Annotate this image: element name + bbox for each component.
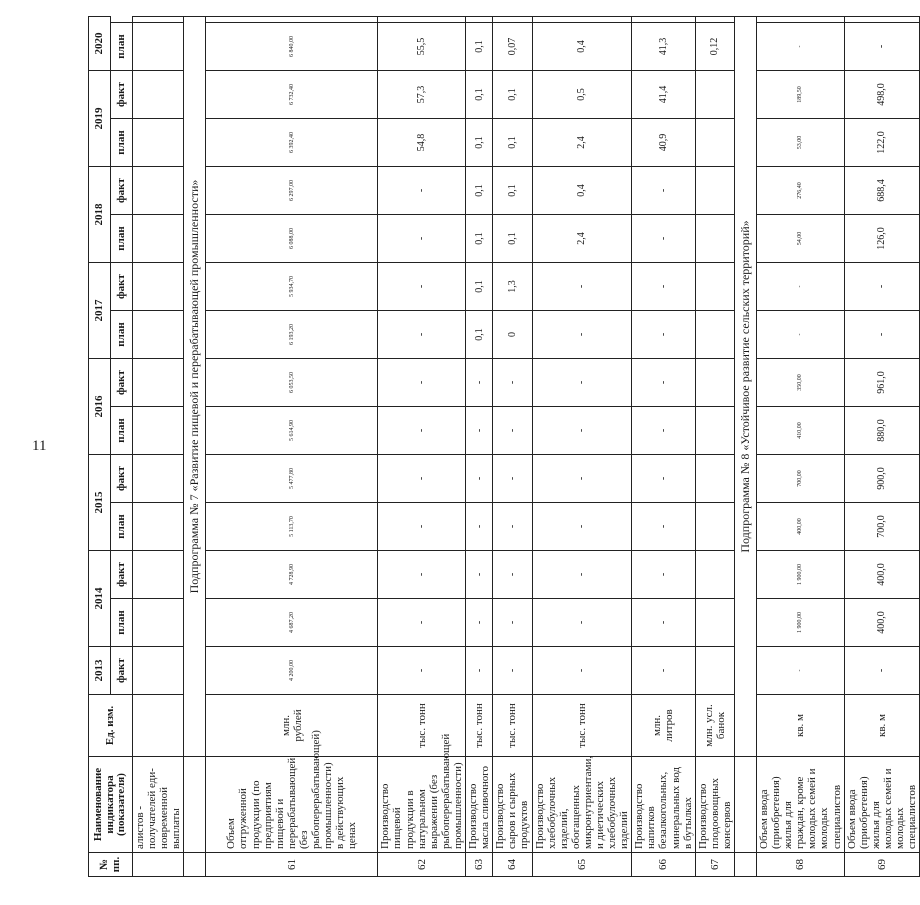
table-row — [844, 17, 920, 877]
subprogram-row — [735, 17, 757, 877]
header-plan: план — [111, 119, 133, 167]
value-cell: 40,9 — [632, 119, 695, 167]
header-plan: план — [111, 215, 133, 263]
value-cell: 2,4 — [532, 119, 632, 167]
value-cell: - — [632, 359, 695, 407]
value-cell: - — [632, 311, 695, 359]
value-cell: 55,5 — [378, 23, 466, 71]
header-year: 2020 — [89, 17, 111, 71]
empty-cell — [133, 119, 184, 167]
value-cell: - — [378, 215, 466, 263]
value-cell: - — [632, 599, 695, 647]
value-cell: - — [532, 407, 632, 455]
header-unit: Ед. изм. — [89, 695, 133, 757]
value-cell: 6 732,40 — [206, 71, 378, 119]
value-cell: - — [632, 263, 695, 311]
value-cell: - — [632, 503, 695, 551]
value-cell: 54,8 — [378, 119, 466, 167]
empty-cell — [844, 17, 920, 23]
value-cell: - — [466, 551, 493, 599]
header-year: 2014 — [89, 551, 111, 647]
value-cell: 276,40 — [757, 167, 845, 215]
value-cell: - — [493, 503, 532, 551]
value-cell: 350,00 — [757, 359, 845, 407]
empty-cell — [133, 311, 184, 359]
table-row — [493, 17, 532, 877]
unit-cell: тыс. тонн — [493, 695, 532, 757]
header-year: 2016 — [89, 359, 111, 455]
header-plan: план — [111, 407, 133, 455]
indicator-name: Производство пищевой продукции в натуральном выражении (без рыбоперерабатывающей промышленности) — [378, 757, 466, 853]
subprogram-title: Подпрограмма № 8 «Устойчивое развитие сельских территорий» — [735, 17, 757, 757]
value-cell — [695, 71, 734, 119]
value-cell: - — [632, 551, 695, 599]
value-cell: - — [466, 503, 493, 551]
row-number: 65 — [532, 853, 632, 877]
indicator-name: Производство сыров и сырных продуктов — [493, 757, 532, 853]
value-cell: 400,0 — [844, 551, 920, 599]
value-cell — [695, 551, 734, 599]
value-cell: - — [532, 551, 632, 599]
value-cell: - — [493, 551, 532, 599]
row-number: 68 — [757, 853, 845, 877]
value-cell: - — [466, 599, 493, 647]
header-year: 2017 — [89, 263, 111, 359]
value-cell: - — [466, 359, 493, 407]
value-cell: 0,07 — [493, 23, 532, 71]
value-cell: - — [493, 455, 532, 503]
header-year: 2019 — [89, 71, 111, 167]
unit-cell: тыс. тонн — [378, 695, 466, 757]
value-cell — [695, 647, 734, 695]
header-no: № пп. — [89, 853, 133, 877]
value-cell: - — [466, 407, 493, 455]
value-cell: 0,1 — [466, 215, 493, 263]
value-cell: 498,0 — [844, 71, 920, 119]
value-cell: - — [378, 407, 466, 455]
value-cell: 0,1 — [466, 311, 493, 359]
empty-cell — [133, 853, 184, 877]
indicator-name: Производство плодоовощных консервов — [695, 757, 734, 853]
header-year: 2018 — [89, 167, 111, 263]
unit-cell: млн. усл. банок — [695, 695, 734, 757]
value-cell: 4 728,90 — [206, 551, 378, 599]
empty-cell — [133, 215, 184, 263]
value-cell: 0 — [493, 311, 532, 359]
value-cell: 54,00 — [757, 215, 845, 263]
unit-cell: млн. литров — [632, 695, 695, 757]
value-cell — [695, 455, 734, 503]
row-number: 69 — [844, 853, 920, 877]
empty-cell — [133, 359, 184, 407]
value-cell: 700,0 — [844, 503, 920, 551]
value-cell: - — [532, 503, 632, 551]
row-number: 67 — [695, 853, 734, 877]
value-cell: 53,00 — [757, 119, 845, 167]
empty-cell — [493, 17, 532, 23]
row-number: 64 — [493, 853, 532, 877]
empty-cell — [133, 71, 184, 119]
value-cell — [695, 119, 734, 167]
header-indicator: Наименование индикатора (показателя) — [89, 757, 133, 853]
unit-cell: тыс. тонн — [466, 695, 493, 757]
header-fact: факт — [111, 359, 133, 407]
value-cell: - — [532, 359, 632, 407]
header-plan: план — [111, 311, 133, 359]
header-year: 2013 — [89, 647, 111, 695]
empty-cell — [133, 647, 184, 695]
empty-cell — [133, 263, 184, 311]
value-cell: 0,12 — [695, 23, 734, 71]
empty-cell — [133, 695, 184, 757]
value-cell: 5 113,70 — [206, 503, 378, 551]
empty-cell — [466, 17, 493, 23]
value-cell: 4 200,00 — [206, 647, 378, 695]
value-cell: - — [532, 599, 632, 647]
table-row — [757, 17, 845, 877]
table-row — [206, 17, 378, 877]
value-cell: - — [466, 455, 493, 503]
header-fact: факт — [111, 455, 133, 503]
value-cell: - — [632, 455, 695, 503]
value-cell: 0,5 — [532, 71, 632, 119]
value-cell — [695, 311, 734, 359]
value-cell: - — [378, 359, 466, 407]
value-cell: - — [378, 167, 466, 215]
subprogram-title: Подпрограмма № 7 «Развитие пищевой и перерабатывающей промышленности» — [184, 17, 206, 757]
value-cell: 0,1 — [493, 119, 532, 167]
header-fact: факт — [111, 263, 133, 311]
empty-cell — [206, 17, 378, 23]
unit-cell: млн. рублей — [206, 695, 378, 757]
value-cell: - — [378, 503, 466, 551]
empty-cell — [133, 167, 184, 215]
value-cell: 688,4 — [844, 167, 920, 215]
row-number: 63 — [466, 853, 493, 877]
value-cell: 4 687,20 — [206, 599, 378, 647]
value-cell: 5 614,90 — [206, 407, 378, 455]
value-cell — [695, 215, 734, 263]
value-cell: 0,1 — [466, 167, 493, 215]
indicator-name: Объем ввода (приобретения) жилья для граждан, кроме молодых семей и молодых специалистов — [757, 757, 845, 853]
empty-cell — [133, 503, 184, 551]
table-row — [466, 17, 493, 877]
indicator-name: Объем отгруженной продукции (по предприятиям пищевой и перерабатывающей (без рыбоперерабатывающей) промышленности) в действующих ценах — [206, 757, 378, 853]
value-cell: 1 900,00 — [757, 551, 845, 599]
value-cell: - — [632, 167, 695, 215]
value-cell: - — [532, 311, 632, 359]
indicator-name: Производство напитков безалкогольных, минеральных вод в бутылках — [632, 757, 695, 853]
empty-cell — [695, 17, 734, 23]
value-cell: - — [378, 551, 466, 599]
value-cell: 400,00 — [757, 503, 845, 551]
value-cell: 6 840,00 — [206, 23, 378, 71]
value-cell: - — [532, 455, 632, 503]
value-cell: - — [757, 23, 845, 71]
value-cell: - — [378, 647, 466, 695]
value-cell: 1 900,00 — [757, 599, 845, 647]
value-cell: 189,50 — [757, 71, 845, 119]
header-fact: факт — [111, 71, 133, 119]
value-cell: - — [493, 407, 532, 455]
empty-cell — [757, 17, 845, 23]
value-cell: - — [378, 311, 466, 359]
indicator-name: Производство хлебобулочных изделий, обогащенных микронутриентами, и диетических хлебобулочных изделий — [532, 757, 632, 853]
header-plan: план — [111, 503, 133, 551]
empty-cell — [378, 17, 466, 23]
value-cell: 6 088,00 — [206, 215, 378, 263]
header-fact: факт — [111, 167, 133, 215]
value-cell: 0,1 — [493, 167, 532, 215]
value-cell: 410,00 — [757, 407, 845, 455]
header-plan: план — [111, 23, 133, 71]
rotated-table-container — [88, 17, 919, 877]
value-cell: 57,3 — [378, 71, 466, 119]
header-year: 2015 — [89, 455, 111, 551]
continuation-row — [133, 17, 184, 877]
value-cell: - — [493, 359, 532, 407]
empty-cell — [532, 17, 632, 23]
empty-cell — [133, 455, 184, 503]
value-cell: - — [632, 407, 695, 455]
indicator-name: Производство масла сливочного — [466, 757, 493, 853]
value-cell: 122,0 — [844, 119, 920, 167]
value-cell: 0,4 — [532, 167, 632, 215]
value-cell — [695, 599, 734, 647]
empty-cell — [133, 17, 184, 23]
empty-cell — [632, 17, 695, 23]
value-cell: - — [532, 263, 632, 311]
value-cell: 400,0 — [844, 599, 920, 647]
empty-cell — [133, 599, 184, 647]
value-cell: - — [844, 23, 920, 71]
value-cell: 0,1 — [466, 71, 493, 119]
empty-cell — [184, 757, 206, 853]
value-cell: - — [632, 647, 695, 695]
value-cell: 0,1 — [466, 23, 493, 71]
value-cell: - — [532, 647, 632, 695]
value-cell: - — [466, 647, 493, 695]
value-cell: 1,3 — [493, 263, 532, 311]
empty-cell — [133, 551, 184, 599]
continuation-text: алистов - получателей еди-новременной выплаты — [133, 757, 184, 853]
indicator-table — [88, 16, 920, 877]
empty-cell — [184, 853, 206, 877]
value-cell: 5 934,70 — [206, 263, 378, 311]
value-cell: 2,4 — [532, 215, 632, 263]
header-plan: план — [111, 599, 133, 647]
value-cell: 0,4 — [532, 23, 632, 71]
row-number: 61 — [206, 853, 378, 877]
value-cell — [695, 263, 734, 311]
row-number: 66 — [632, 853, 695, 877]
value-cell: 700,00 — [757, 455, 845, 503]
value-cell: 41,3 — [632, 23, 695, 71]
page-number: 11 — [32, 438, 47, 454]
value-cell: - — [844, 263, 920, 311]
value-cell — [695, 503, 734, 551]
value-cell: - — [757, 263, 845, 311]
header-fact: факт — [111, 551, 133, 599]
value-cell: - — [378, 455, 466, 503]
header-fact: факт — [111, 647, 133, 695]
unit-cell: кв. м — [844, 695, 920, 757]
value-cell: 6 297,00 — [206, 167, 378, 215]
value-cell — [695, 167, 734, 215]
indicator-name: Объем ввода (приобретения) жилья для молодых семей и молодых специалистов — [844, 757, 920, 853]
value-cell: - — [844, 647, 920, 695]
value-cell: - — [378, 599, 466, 647]
value-cell: 0,1 — [466, 263, 493, 311]
value-cell: 961,0 — [844, 359, 920, 407]
value-cell: 6 053,50 — [206, 359, 378, 407]
value-cell: 900,0 — [844, 455, 920, 503]
value-cell: - — [493, 647, 532, 695]
empty-cell — [735, 853, 757, 877]
value-cell: - — [844, 311, 920, 359]
value-cell: 6 392,40 — [206, 119, 378, 167]
value-cell: 0,1 — [493, 71, 532, 119]
table-row — [695, 17, 734, 877]
value-cell: - — [632, 215, 695, 263]
table-row — [632, 17, 695, 877]
value-cell: 126,0 — [844, 215, 920, 263]
value-cell — [695, 407, 734, 455]
empty-cell — [133, 23, 184, 71]
unit-cell: кв. м — [757, 695, 845, 757]
row-number: 62 — [378, 853, 466, 877]
value-cell: - — [493, 599, 532, 647]
table-row — [532, 17, 632, 877]
value-cell: 41,4 — [632, 71, 695, 119]
value-cell: 0,1 — [466, 119, 493, 167]
table-row — [378, 17, 466, 877]
value-cell: - — [378, 263, 466, 311]
empty-cell — [735, 757, 757, 853]
value-cell: 0,1 — [493, 215, 532, 263]
subprogram-row — [184, 17, 206, 877]
value-cell: 6 193,20 — [206, 311, 378, 359]
value-cell: 5 477,80 — [206, 455, 378, 503]
value-cell: - — [757, 647, 845, 695]
value-cell: - — [757, 311, 845, 359]
value-cell — [695, 359, 734, 407]
empty-cell — [133, 407, 184, 455]
unit-cell: тыс. тонн — [532, 695, 632, 757]
value-cell: 880,0 — [844, 407, 920, 455]
